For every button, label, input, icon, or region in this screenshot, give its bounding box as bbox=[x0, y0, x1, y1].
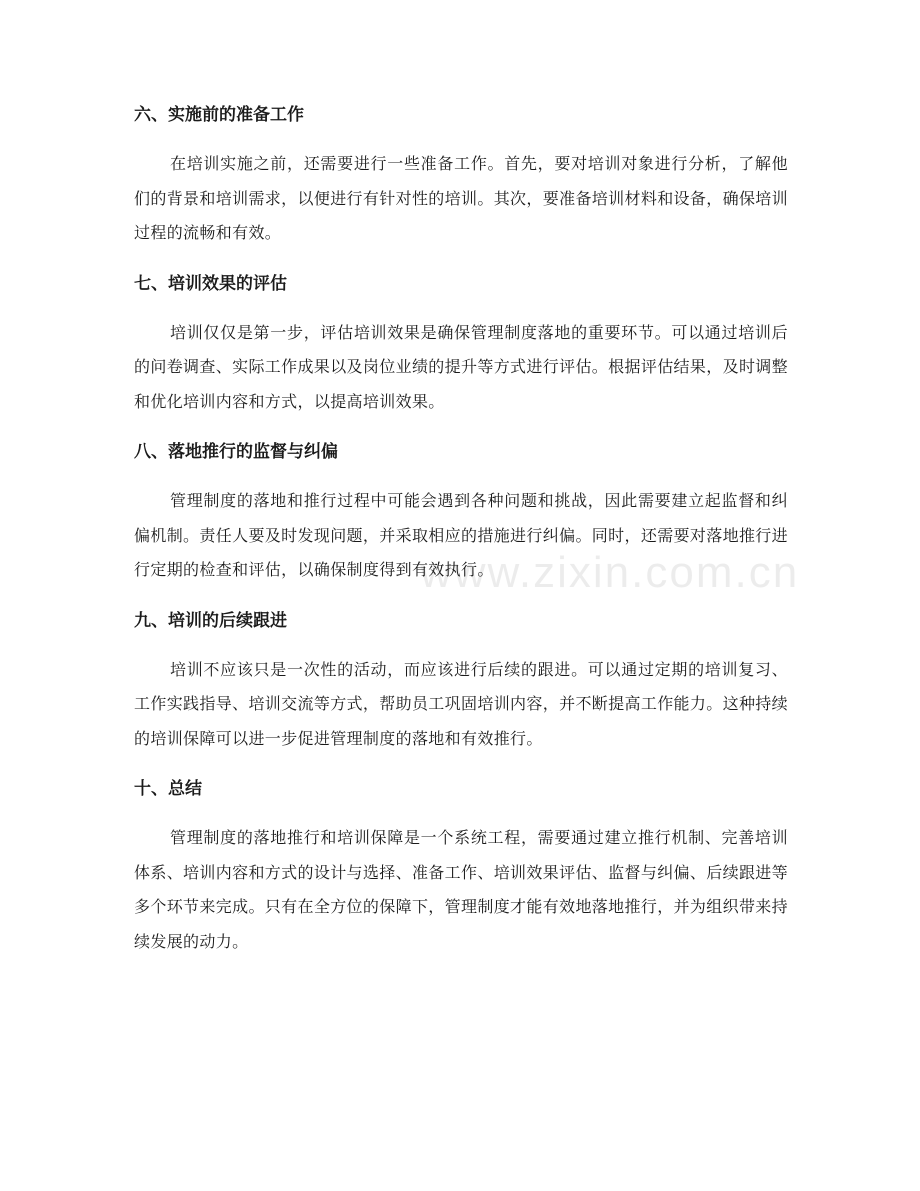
document-body bbox=[134, 103, 788, 980]
section-9 bbox=[134, 609, 788, 757]
section-paragraph: 在培训实施之前，还需要进行一些准备工作。首先，要对培训对象进行分析，了解他们的背景和培训需求，以便进行有针对性的培训。其次，要准备培训材料和设备，确保培训过程的流畅和有效。 bbox=[134, 154, 789, 242]
section-paragraph: 管理制度的落地和推行过程中可能会遇到各种问题和挑战，因此需要建立起监督和纠偏机制。责任人要及时发现问题，并采取相应的措施进行纠偏。同时，还需要对落地推行进行定期的检查和评估，以确保制度得到有效执行。 bbox=[134, 491, 789, 579]
section-heading: 九、培训的后续跟进 bbox=[134, 610, 287, 631]
watermark: www.zixin.com.cn bbox=[420, 548, 800, 597]
section-paragraph: 培训不应该只是一次性的活动，而应该进行后续的跟进。可以通过定期的培训复习、工作实践指导、培训交流等方式，帮助员工巩固培训内容，并不断提高工作能力。这种持续的培训保障可以进一步促进管理制度的落地和有效推行。 bbox=[134, 659, 789, 748]
section-paragraph: 管理制度的落地推行和培训保障是一个系统工程，需要通过建立推行机制、完善培训体系、培训内容和方式的设计与选择、准备工作、培训效果评估、监督与纠偏、后续跟进等多个环节来完成。只有在全方位的保障下，管理制度才能有效地落地推行，并为组织带来持续发展的动力。 bbox=[134, 828, 789, 951]
section-heading: 六、实施前的准备工作 bbox=[134, 105, 304, 125]
section-10 bbox=[134, 777, 788, 959]
section-heading: 十、总结 bbox=[134, 779, 202, 799]
section-7 bbox=[134, 272, 788, 420]
section-8 bbox=[134, 440, 788, 588]
section-heading: 八、落地推行的监督与纠偏 bbox=[134, 442, 338, 462]
section-6 bbox=[134, 103, 788, 251]
section-heading: 七、培训效果的评估 bbox=[134, 273, 287, 294]
section-paragraph: 培训仅仅是第一步，评估培训效果是确保管理制度落地的重要环节。可以通过培训后的问卷调查、实际工作成果以及岗位业绩的提升等方式进行评估。根据评估结果，及时调整和优化培训内容和方式，以提高培训效果。 bbox=[134, 322, 789, 411]
